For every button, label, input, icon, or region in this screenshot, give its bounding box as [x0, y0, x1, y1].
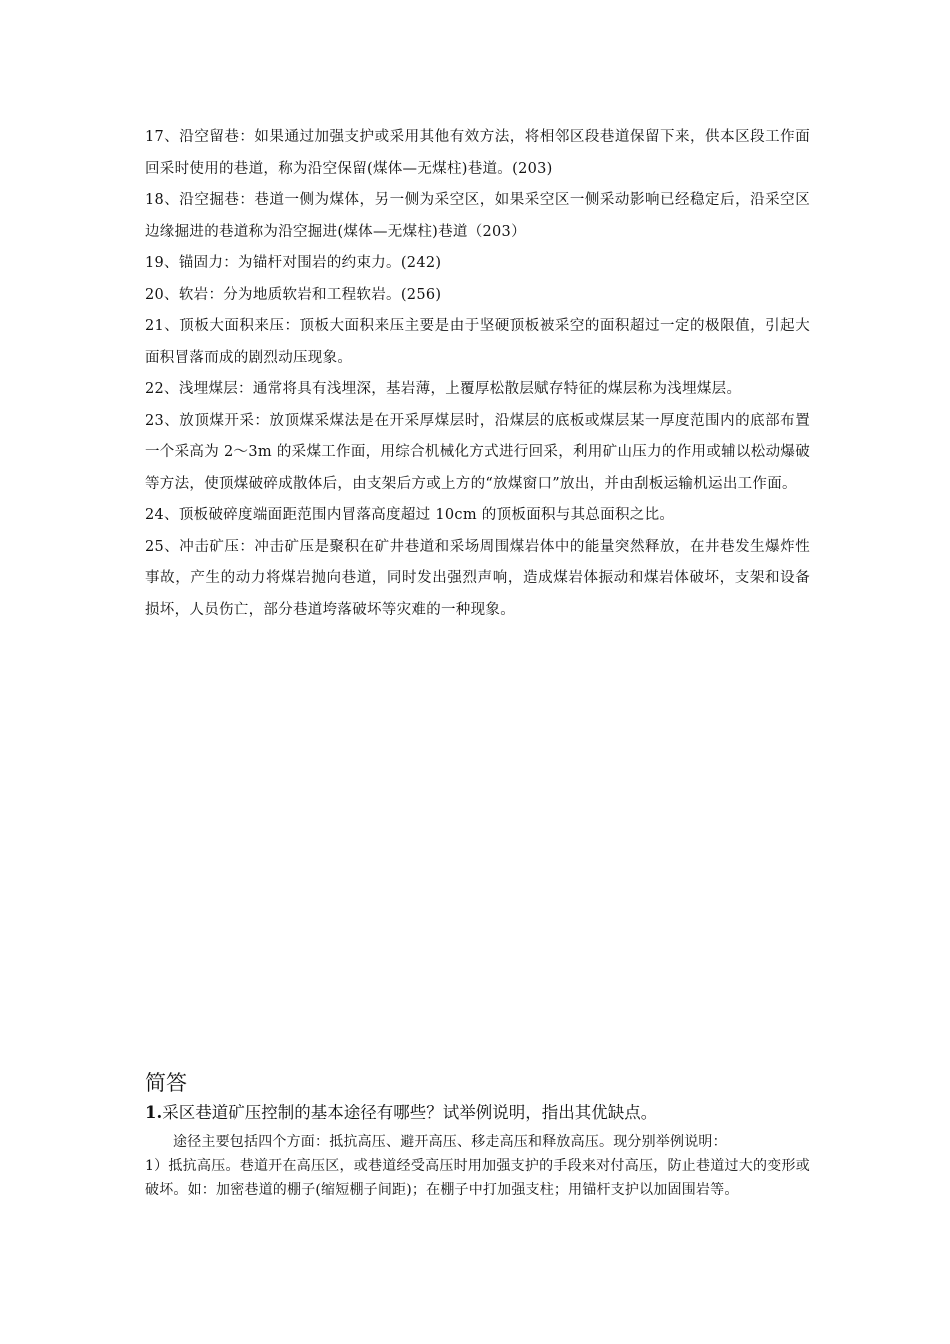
question-number: 1. — [145, 1103, 163, 1122]
definition-item-24: 24、顶板破碎度端面距范围内冒落高度超过 10cm 的顶板面积与其总面积之比。 — [145, 507, 675, 523]
definition-item-19: 19、锚固力：为锚杆对围岩的约束力。(242) — [145, 255, 442, 271]
definition-item-22: 22、浅埋煤层：通常将具有浅埋深，基岩薄，上覆厚松散层赋存特征的煤层称为浅埋煤层。 — [145, 381, 742, 397]
short-answer-section — [145, 1068, 810, 1202]
section-title: 简答 — [145, 1071, 187, 1095]
answer-item-1: 1）抵抗高压。巷道开在高压区，或巷道经受高压时用加强支护的手段来对付高压，防止巷道过大的变形或破坏。如：加密巷道的棚子(缩短棚子间距)；在棚子中打加强支柱；用锚杆支护以加固围岩等。 — [145, 1158, 810, 1198]
answer-intro: 途径主要包括四个方面：抵抗高压、避开高压、移走高压和释放高压。现分别举例说明： — [173, 1134, 727, 1150]
definition-item-21: 21、顶板大面积来压：顶板大面积来压主要是由于坚硬顶板被采空的面积超过一定的极限值，引起大面积冒落而成的剧烈动压现象。 — [145, 318, 810, 366]
definition-item-18: 18、沿空掘巷：巷道一侧为煤体，另一侧为采空区，如果采空区一侧采动影响已经稳定后，沿采空区边缘掘进的巷道称为沿空掘进(煤体—无煤柱)巷道（203） — [145, 192, 810, 240]
definition-item-25: 25、冲击矿压：冲击矿压是聚积在矿井巷道和采场周围煤岩体中的能量突然释放，在井巷发生爆炸性事故，产生的动力将煤岩抛向巷道，同时发出强烈声响，造成煤岩体振动和煤岩体破坏，支架和设备损坏，人员伤亡，部分巷道垮落破坏等灾难的一种现象。 — [145, 538, 810, 618]
definitions-list — [145, 122, 810, 626]
question-1 — [145, 1100, 810, 1126]
definition-item-20: 20、软岩：分为地质软岩和工程软岩。(256) — [145, 286, 442, 303]
question-text: 采区巷道矿压控制的基本途径有哪些？试举例说明，指出其优缺点。 — [162, 1103, 658, 1122]
definition-item-23: 23、放顶煤开采：放顶煤采煤法是在开采厚煤层时，沿煤层的底板或煤层某一厚度范围内的底部布置一个采高为 2～3m 的采煤工作面，用综合机械化方式进行回采，利用矿山压力的作用或辅以松动爆破等方法，使顶煤破碎成散体后，由支架后方或上方的“放煤窗口”放出，并由刮板运输机运出工作面。 — [145, 412, 810, 492]
definition-item-17: 17、沿空留巷：如果通过加强支护或采用其他有效方法，将相邻区段巷道保留下来，供本区段工作面回采时使用的巷道，称为沿空保留(煤体—无煤柱)巷道。(203) — [145, 129, 810, 177]
